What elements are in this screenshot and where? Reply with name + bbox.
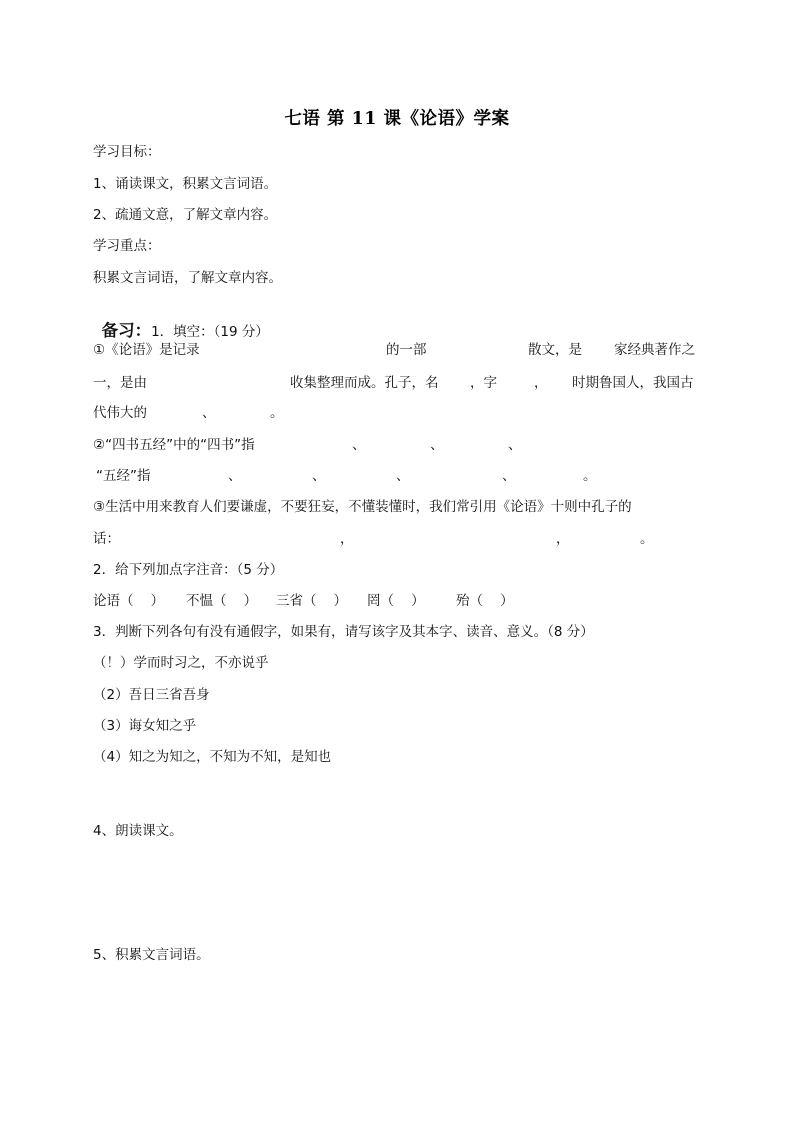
q1b-sep: 、 (228, 468, 242, 484)
q1b-sep: 、 (312, 468, 326, 484)
q5-text: 5、积累文言词语。 (93, 947, 210, 963)
q1a-text: 家经典著作之 (614, 342, 695, 358)
q1a-text: 一，是由 (93, 375, 147, 391)
goal-item: 2、疏通文意，了解文章内容。 (93, 207, 278, 223)
q2-item: 罔（ ） (367, 593, 425, 609)
q2-item: 论语（ ） (93, 593, 165, 609)
q3-item: （3）诲女知之乎 (93, 718, 197, 734)
goals-heading: 学习目标： (93, 144, 161, 160)
q1a-text: ，字 (470, 375, 497, 391)
q3-item: （！）学而时习之，不亦说乎 (93, 655, 269, 671)
q1a-text: 的一部 (386, 342, 427, 358)
q1a-text: 代伟大的 (93, 405, 147, 421)
q2-item: 三省（ ） (276, 593, 348, 609)
q1c-text: 话： (93, 531, 120, 547)
goal-item: 1、诵读课文，积累文言词语。 (93, 176, 278, 192)
q3-item: （4）知之为知之，不知为不知，是知也 (93, 749, 332, 765)
q2-item: 不愠（ ） (186, 593, 258, 609)
q1a-text: ， (534, 375, 548, 391)
q1b-sep: 、 (396, 468, 410, 484)
prep-line (93, 304, 269, 341)
q1c-text: ③生活中用来教育人们要谦虚，不要狂妄，不懂装懂时，我们常引用《论语》十则中孔子的 (93, 499, 632, 515)
q1c-sep: ， (556, 531, 570, 547)
q1a-text: 。 (270, 405, 284, 421)
q1a-text: 时期鲁国人，我国古 (572, 375, 694, 391)
q1b-sep: 、 (352, 437, 366, 453)
q4-text: 4、朗读课文。 (93, 823, 183, 839)
focus-text: 积累文言词语，了解文章内容。 (93, 270, 282, 286)
q1b-sep: 、 (430, 437, 444, 453)
q2-item: 殆（ ） (456, 593, 514, 609)
q1a-text: 收集整理而成。孔子，名 (290, 375, 439, 391)
q1b-sep: 。 (583, 468, 597, 484)
q3-item: （2）吾日三省吾身 (93, 687, 210, 703)
q1a-text: 、 (202, 405, 216, 421)
q3-heading: 3．判断下列各句有没有通假字，如果有，请写该字及其本字、读音、意义。（8 分） (93, 624, 594, 640)
q1b-sep: 、 (502, 468, 516, 484)
q2-heading: 2．给下列加点字注音：（5 分） (93, 562, 284, 578)
q1b-text: “五经”指 (96, 468, 151, 484)
q1c-sep: 。 (640, 531, 654, 547)
focus-heading: 学习重点： (93, 238, 161, 254)
q1b-text: ②“四书五经”中的“四书”指 (93, 437, 255, 453)
q1a-text: 散文，是 (528, 342, 582, 358)
page-title: 七语 第 11 课《论语》学案 (284, 109, 510, 129)
q1b-sep: 、 (508, 437, 522, 453)
q1-heading: 1．填空：（19 分） (151, 324, 269, 340)
q1a-text: ①《论语》是记录 (93, 342, 200, 358)
prep-label: 备习： (101, 321, 152, 340)
q1c-sep: ， (340, 531, 354, 547)
